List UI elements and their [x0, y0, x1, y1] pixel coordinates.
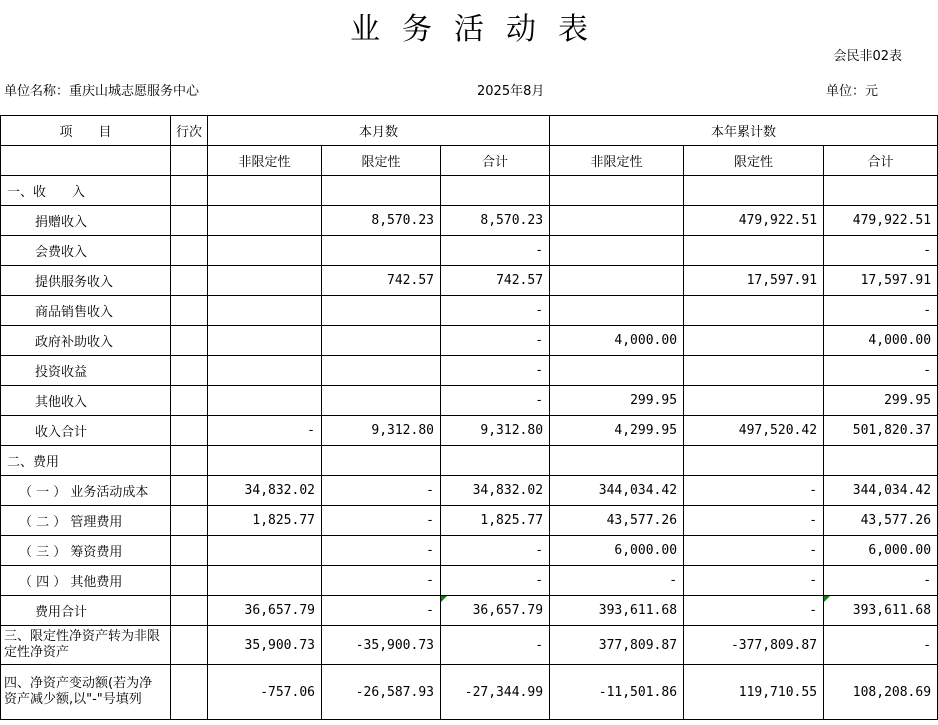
value-cell [208, 356, 322, 386]
row-line-number [171, 176, 208, 206]
value-cell [550, 266, 684, 296]
activity-table [0, 115, 938, 720]
table-row [1, 206, 938, 236]
value-cell: - [684, 536, 824, 566]
value-cell [684, 326, 824, 356]
value-cell: - [322, 476, 441, 506]
row-line-number [171, 356, 208, 386]
value-cell [441, 446, 550, 476]
value-cell: 497,520.42 [684, 416, 824, 446]
value-cell: - [824, 356, 938, 386]
value-cell: 742.57 [441, 266, 550, 296]
report-period: 2025年8月 [477, 84, 545, 99]
table-row [1, 176, 938, 206]
table-row [1, 296, 938, 326]
value-cell: - [322, 506, 441, 536]
value-cell: - [550, 566, 684, 596]
value-cell: - [208, 416, 322, 446]
header-line: 行次 [171, 116, 208, 146]
value-cell [322, 236, 441, 266]
value-cell [208, 566, 322, 596]
value-cell: 479,922.51 [824, 206, 938, 236]
row-line-number [171, 626, 208, 665]
row-line-number [171, 596, 208, 626]
table-row [1, 416, 938, 446]
value-cell: - [824, 566, 938, 596]
value-cell [550, 206, 684, 236]
value-cell: 36,657.79 [441, 596, 550, 626]
value-cell [208, 296, 322, 326]
table-row [1, 386, 938, 416]
value-cell: 377,809.87 [550, 626, 684, 665]
value-cell [684, 356, 824, 386]
header-blank [171, 146, 208, 176]
value-cell: 4,299.95 [550, 416, 684, 446]
value-cell: 17,597.91 [684, 266, 824, 296]
table-row [1, 506, 938, 536]
value-cell: 1,825.77 [208, 506, 322, 536]
form-number: 会民非02表 [833, 49, 902, 64]
value-cell [322, 446, 441, 476]
currency-unit: 单位：元 [826, 84, 879, 99]
value-cell: - [441, 386, 550, 416]
value-cell: - [684, 476, 824, 506]
value-cell: 6,000.00 [550, 536, 684, 566]
row-label: 提供服务收入 [1, 266, 171, 296]
value-cell [824, 176, 938, 206]
value-cell [208, 236, 322, 266]
value-cell: 9,312.80 [441, 416, 550, 446]
value-cell [208, 536, 322, 566]
value-cell: 36,657.79 [208, 596, 322, 626]
row-label: 二、费用 [1, 446, 171, 476]
row-line-number [171, 236, 208, 266]
row-label: （ 一 ） 业务活动成本 [1, 476, 171, 506]
value-cell [208, 266, 322, 296]
value-cell: - [322, 596, 441, 626]
value-cell: 6,000.00 [824, 536, 938, 566]
header-month-unrestricted: 非限定性 [208, 146, 322, 176]
row-label: 收入合计 [1, 416, 171, 446]
table-row [1, 626, 938, 665]
row-line-number [171, 416, 208, 446]
report-title: 业务活动表 [350, 12, 610, 47]
value-cell: 9,312.80 [322, 416, 441, 446]
table-row [1, 266, 938, 296]
value-cell: 34,832.02 [208, 476, 322, 506]
header-month: 本月数 [208, 116, 550, 146]
row-line-number [171, 296, 208, 326]
row-label: 一、收 入 [1, 176, 171, 206]
row-line-number [171, 506, 208, 536]
row-label: 其他收入 [1, 386, 171, 416]
value-cell: 108,208.69 [824, 665, 938, 720]
value-cell: 344,034.42 [550, 476, 684, 506]
value-cell: 34,832.02 [441, 476, 550, 506]
table-row [1, 356, 938, 386]
row-line-number [171, 566, 208, 596]
row-label: 四、净资产变动额(若为净资产减少额,以"-"号填列 [1, 665, 171, 720]
table-row [1, 596, 938, 626]
row-line-number [171, 266, 208, 296]
value-cell [208, 206, 322, 236]
row-line-number [171, 536, 208, 566]
header-ytd-unrestricted: 非限定性 [550, 146, 684, 176]
value-cell: - [684, 506, 824, 536]
value-cell: - [824, 296, 938, 326]
value-cell [684, 296, 824, 326]
row-line-number [171, 476, 208, 506]
value-cell [322, 296, 441, 326]
row-line-number [171, 326, 208, 356]
value-cell: - [322, 566, 441, 596]
table-row [1, 446, 938, 476]
value-cell [322, 176, 441, 206]
row-label: 捐赠收入 [1, 206, 171, 236]
value-cell [684, 236, 824, 266]
value-cell [550, 446, 684, 476]
value-cell: 393,611.68 [824, 596, 938, 626]
value-cell: -26,587.93 [322, 665, 441, 720]
value-cell: 4,000.00 [824, 326, 938, 356]
row-label: 商品销售收入 [1, 296, 171, 326]
row-line-number [171, 665, 208, 720]
value-cell: - [441, 536, 550, 566]
row-line-number [171, 446, 208, 476]
value-cell: 742.57 [322, 266, 441, 296]
table-row [1, 665, 938, 720]
value-cell: - [684, 566, 824, 596]
value-cell: - [441, 626, 550, 665]
value-cell: 479,922.51 [684, 206, 824, 236]
value-cell: 35,900.73 [208, 626, 322, 665]
header-month-restricted: 限定性 [322, 146, 441, 176]
row-label: （ 三 ） 筹资费用 [1, 536, 171, 566]
table-row [1, 566, 938, 596]
header-month-total: 合计 [441, 146, 550, 176]
header-ytd-total: 合计 [824, 146, 938, 176]
header-item: 项 目 [1, 116, 171, 146]
value-cell [208, 326, 322, 356]
row-line-number [171, 206, 208, 236]
value-cell: 43,577.26 [824, 506, 938, 536]
value-cell: 17,597.91 [824, 266, 938, 296]
value-cell: - [684, 596, 824, 626]
value-cell: 344,034.42 [824, 476, 938, 506]
value-cell [208, 176, 322, 206]
row-label: 会费收入 [1, 236, 171, 266]
value-cell [824, 446, 938, 476]
value-cell: - [441, 296, 550, 326]
value-cell: 8,570.23 [322, 206, 441, 236]
value-cell [684, 386, 824, 416]
value-cell: -11,501.86 [550, 665, 684, 720]
value-cell: - [441, 236, 550, 266]
table-row [1, 476, 938, 506]
value-cell [322, 386, 441, 416]
row-label: （ 二 ） 管理费用 [1, 506, 171, 536]
value-cell [550, 296, 684, 326]
value-cell [684, 176, 824, 206]
value-cell: 299.95 [550, 386, 684, 416]
value-cell: 8,570.23 [441, 206, 550, 236]
header-row-1 [1, 116, 938, 146]
value-cell [441, 176, 550, 206]
value-cell: -377,809.87 [684, 626, 824, 665]
row-label: 费用合计 [1, 596, 171, 626]
value-cell [208, 446, 322, 476]
header-row-2 [1, 146, 938, 176]
value-cell: - [824, 236, 938, 266]
value-cell: -757.06 [208, 665, 322, 720]
value-cell [550, 176, 684, 206]
table-row [1, 236, 938, 266]
value-cell: -35,900.73 [322, 626, 441, 665]
value-cell: - [322, 536, 441, 566]
value-cell: 299.95 [824, 386, 938, 416]
value-cell: 119,710.55 [684, 665, 824, 720]
value-cell [208, 386, 322, 416]
value-cell [550, 356, 684, 386]
row-label: 三、限定性净资产转为非限定性净资产 [1, 626, 171, 665]
value-cell: - [441, 566, 550, 596]
value-cell [322, 356, 441, 386]
value-cell: 4,000.00 [550, 326, 684, 356]
value-cell: 393,611.68 [550, 596, 684, 626]
table-row [1, 326, 938, 356]
value-cell [684, 446, 824, 476]
value-cell: 1,825.77 [441, 506, 550, 536]
value-cell [550, 236, 684, 266]
value-cell [322, 326, 441, 356]
row-line-number [171, 386, 208, 416]
value-cell: -27,344.99 [441, 665, 550, 720]
row-label: 投资收益 [1, 356, 171, 386]
value-cell: - [824, 626, 938, 665]
value-cell: 501,820.37 [824, 416, 938, 446]
row-label: （ 四 ） 其他费用 [1, 566, 171, 596]
table-row [1, 536, 938, 566]
unit-name: 单位名称：重庆山城志愿服务中心 [4, 84, 200, 99]
header-ytd-restricted: 限定性 [684, 146, 824, 176]
header-blank [1, 146, 171, 176]
value-cell: - [441, 326, 550, 356]
header-ytd: 本年累计数 [550, 116, 938, 146]
row-label: 政府补助收入 [1, 326, 171, 356]
value-cell: 43,577.26 [550, 506, 684, 536]
value-cell: - [441, 356, 550, 386]
